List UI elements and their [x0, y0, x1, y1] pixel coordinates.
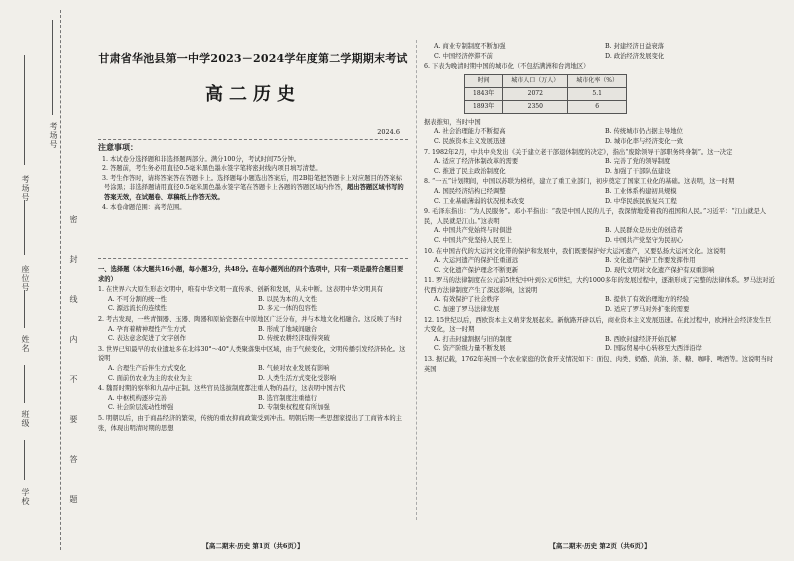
question-options: [424, 187, 776, 206]
table-cell: 2350: [503, 100, 568, 113]
option: A. 有效保护了社会秩序: [434, 296, 500, 304]
notice-item: 4. 本卷命题范围：高考范围。: [102, 203, 186, 211]
page-footer: 【高二期末·历史 第1页（共6页）】: [202, 542, 304, 551]
question: [98, 315, 408, 344]
table-cell: 5.1: [568, 87, 627, 100]
notice-emphasis: 超出答题区域书写的答案无效，在试题卷、草稿纸上作答无效。: [104, 184, 404, 201]
question: [424, 177, 776, 206]
option: C. 加速了罗马法律发展: [434, 306, 500, 314]
page-divider: [416, 40, 417, 520]
divider: [98, 139, 408, 140]
option: C. 推进了民主政治制度化: [434, 167, 506, 175]
left-page: [98, 0, 408, 561]
table-header: 时间: [465, 74, 503, 87]
table-header: 城市化率（%）: [568, 74, 627, 87]
option: A. 不可分割的统一性: [108, 295, 167, 303]
question-options: [424, 295, 776, 314]
option: B. 完善了党的领导制度: [605, 158, 671, 166]
table-row: [465, 100, 627, 113]
binding-margin: [0, 0, 90, 561]
notice-item: 1. 本试卷分选择题和非选择题两部分。满分100分，考试时间75分钟。: [102, 155, 301, 163]
option: D. 现代文明对文化遗产保护有双重影响: [605, 266, 715, 274]
binding-label-name: 姓名: [21, 335, 30, 353]
question: [424, 148, 776, 177]
option: D. 适应了罗马对外扩张的需要: [605, 306, 690, 314]
question-options: [98, 295, 408, 314]
option: A. 中枢机构逐步完善: [108, 394, 167, 402]
option: D. 中华民族民族复兴工程: [605, 197, 677, 205]
option: C. 资产阶级力量不断发展: [434, 345, 506, 353]
seal-char: 要: [69, 415, 78, 424]
option: A. 打击封建割据与旧的制度: [434, 335, 512, 343]
notice-heading: 注意事项：: [98, 142, 138, 152]
binding-blank-line: [24, 290, 25, 328]
question-stem: 1. 在世界六大原生形态文明中，唯有中华文明一直传承、创新和发展，从未中断。这表明中华文明具有: [98, 286, 384, 294]
question-stem: 9. 毛泽东指出：“为人民服务”。邓小平指出：“我是中国人民的儿子，我深情地爱着我的祖国和人民。”习近平：“江山就是人民，人民就是江山。”这表明: [424, 208, 767, 225]
option: D. 多元一体的包容性: [258, 305, 318, 313]
option: D. 加强了干部队伍建设: [605, 167, 671, 175]
option: B. 以民为本的人文性: [258, 295, 318, 303]
question-stem: 13. 据记载，1762年英国一个农业家庭的饮食开支情况如下：面包、肉类、奶酪、黄油、茶、糖、咖啡、啤酒等。这说明当时英国: [424, 356, 774, 373]
exam-title: 甘肃省华池县第一中学2023－2024学年度第二学期期末考试: [98, 52, 408, 65]
section-heading: 一、选择题（本大题共16小题，每小题3分，共48分。在每小题列出的四个选项中，只有一项是最符合题目要求的）: [98, 266, 404, 283]
option: B. 文化遗产保护工作要发挥作用: [605, 257, 696, 265]
question-stem: 12. 15世纪以后，西欧资本主义萌芽发展起来。新航路开辟以后，商业资本主义发展迅速。在此过程中，欧洲社会经济发生巨大变化，这一时期: [424, 316, 772, 334]
seal-line: [60, 10, 61, 550]
question-stem: 11. 罗马的法律制度在公元前5世纪中叶到公元6世纪，大约1000多年的发展过程中，逐渐形成了完整的法律体系。罗马法对近代西方法律制度产生了深远影响，这说明: [424, 277, 775, 294]
question: [98, 285, 408, 314]
question: [98, 414, 408, 433]
option: D. 传统农耕经济取得突破: [258, 335, 330, 343]
option: C. 民族资本主义发展迅速: [434, 137, 506, 145]
question-stem: 3. 世界已知最早的农业遗址多在北纬30°～40°人类聚落集中区域，由于气候变化，文明传播引发经济转化。这说明: [98, 345, 406, 363]
question-stem: 4. 魏晋时期的察举和九品中正制。这些官员选拔制度都注重人物的品行，这表明中国古代: [98, 385, 346, 393]
option: B. 人民群众是历史的创造者: [605, 227, 683, 235]
option: A. 大运河遗产的保护任重道远: [434, 257, 519, 265]
question-stem: 5. 明朝以后，由于商品经济的繁荣，传统的重农抑商政策受到冲击。明朝后期一些思想家提出了工商皆本的主张，体现出明清时期的思想: [98, 414, 402, 432]
binding-label-school: 学校: [21, 488, 30, 506]
seal-char: 密: [69, 215, 78, 224]
table-cell: 2072: [503, 87, 568, 100]
option: B. 气候对农业发展有影响: [258, 364, 330, 372]
divider: [98, 258, 408, 259]
seal-char: 答: [69, 455, 78, 464]
page-footer: 【高二期末·历史 第2页（共6页）】: [549, 542, 651, 551]
question-options: [98, 394, 408, 413]
notice-text: 3. 考生作答时，请将答案答在答题卡上。选择题每小题选出答案后，用2B铅笔把答题卡上对应题目的答案标号涂黑；非选择题请用直径0.5毫米黑色墨水签字笔在答题卡上各题的答题区域内作答，: [102, 174, 403, 192]
option: C. 中国经济停滞不前: [434, 52, 493, 60]
question: [424, 207, 776, 245]
binding-blank-line: [24, 200, 25, 255]
option: B. 形成了地域间融合: [258, 325, 318, 333]
question-stem: 10. 在中国古代的大运河文化带的保护和发展中，我们既要保护好大运河遗产，又要弘扬大运河文化。这说明: [424, 247, 726, 255]
notice-box: [98, 143, 408, 212]
question-options: [424, 127, 776, 146]
seal-char: 内: [69, 335, 78, 344]
question-options: [424, 42, 776, 61]
seal-char: 线: [69, 295, 78, 304]
right-page: [424, 0, 776, 561]
table-header-row: [465, 74, 627, 87]
option: A. 商业专制制度不断加强: [434, 43, 506, 50]
option: A. 适应了经济体制改革的需要: [434, 158, 519, 166]
table-cell: 1893年: [465, 100, 503, 113]
binding-blank-line: [24, 440, 25, 480]
option: A. 中国共产党始终与时俱进: [434, 227, 512, 235]
notice-item: 2. 答题前，考生务必用直径0.5毫米黑色墨水签字笔将密封线内项目填写清楚。: [102, 165, 322, 173]
exam-date: 2024.6: [377, 128, 400, 136]
question-options: [424, 157, 776, 176]
binding-blank-line: [24, 55, 25, 165]
option: D. 人类生活方式变化受影响: [258, 374, 337, 382]
question-options: [98, 364, 408, 383]
option: C. 面前仿农业为主的农业为主: [108, 374, 193, 382]
question-stem: 2. 考古发现，一些青铜器、玉器、陶器和原始瓷器在中原地区广泛分布，并与本地文化相融合。这反映了当时: [98, 315, 402, 323]
binding-label-exam-no: 考场号: [21, 175, 30, 202]
question: [424, 247, 776, 276]
question-text: 据表推知，当时中国: [424, 118, 481, 126]
option: B. 传统城市仍占据主导地位: [605, 128, 683, 136]
option: C. 工业基础薄弱的状况根本改变: [434, 197, 525, 205]
option: B. 提供了有效治理地方的经验: [605, 296, 690, 304]
seal-char: 封: [69, 255, 78, 264]
question: [424, 355, 776, 374]
table-cell: 1843年: [465, 87, 503, 100]
option: C. 社会阶层流动性增强: [108, 404, 174, 412]
seal-char: 题: [69, 495, 78, 504]
binding-blank-line: [24, 365, 25, 403]
table-cell: 6: [568, 100, 627, 113]
notice-item: [98, 174, 408, 203]
questions-left: [98, 265, 408, 433]
option: D. 中国共产党坚守为民初心: [605, 236, 684, 244]
question: [424, 62, 776, 146]
question: [424, 276, 776, 314]
questions-right: [424, 42, 776, 374]
binding-blank-line: [52, 20, 53, 115]
option: A. 合理生产后伴生方式变化: [108, 364, 186, 372]
population-table: [464, 74, 627, 114]
option: C. 文化遗产保护理念不断更新: [434, 266, 519, 274]
table-row: [465, 87, 627, 100]
option: A. 国民经济结构已经调整: [434, 187, 506, 195]
option: D. 城市化率与经济变化一致: [605, 137, 684, 145]
question: [424, 316, 776, 354]
question-options: [424, 256, 776, 275]
option: C. 表达意念促进了文字创作: [108, 335, 186, 343]
question-options: [424, 226, 776, 245]
option: A. 社会治理能力不断提高: [434, 128, 506, 136]
option: C. 中国共产党坚持人民至上: [434, 236, 512, 244]
option: B. 西欧封建经济开始瓦解: [605, 335, 677, 343]
question-options: [424, 335, 776, 354]
option: B. 封建经济日益衰落: [605, 43, 665, 50]
binding-label-class: 班级: [21, 410, 30, 428]
option: B. 工业体系构建初具规模: [605, 187, 677, 195]
question-stem: 7. 1982年2月，中共中央发出《关于建立老干部退休制度的决定》，指出“废除领导干部职务终身制”。这一决定: [424, 148, 733, 156]
seal-char: 不: [69, 375, 78, 384]
option: A. 孕育着精神理性产生方式: [108, 325, 186, 333]
table-header: 城市人口（万人）: [503, 74, 568, 87]
subject-title: 高二历史: [205, 84, 301, 105]
binding-label-exam-room: 考场号: [49, 122, 58, 149]
option: D. 国际贸易中心转移至大西洋沿岸: [605, 345, 702, 353]
binding-label-seat: 座位号: [21, 265, 30, 292]
option: C. 源远流长的连续性: [108, 305, 167, 313]
option: B. 选官制度注重德行: [258, 394, 318, 402]
question: [98, 384, 408, 413]
question-options: [98, 325, 408, 344]
question: [98, 345, 408, 383]
option: D. 专制集权程度有所加强: [258, 404, 330, 412]
option: D. 政治经济发展变化: [605, 52, 665, 60]
question-stem: 6. 下表为晚清时期中国的城市化（不包括满洲和台湾地区）: [424, 63, 590, 71]
question-stem: 8. “一五”计划期间，中国以苏联为榜样，建立了重工业部门，初步奠定了国家工业化的基础。这表明，这一时期: [424, 178, 735, 186]
